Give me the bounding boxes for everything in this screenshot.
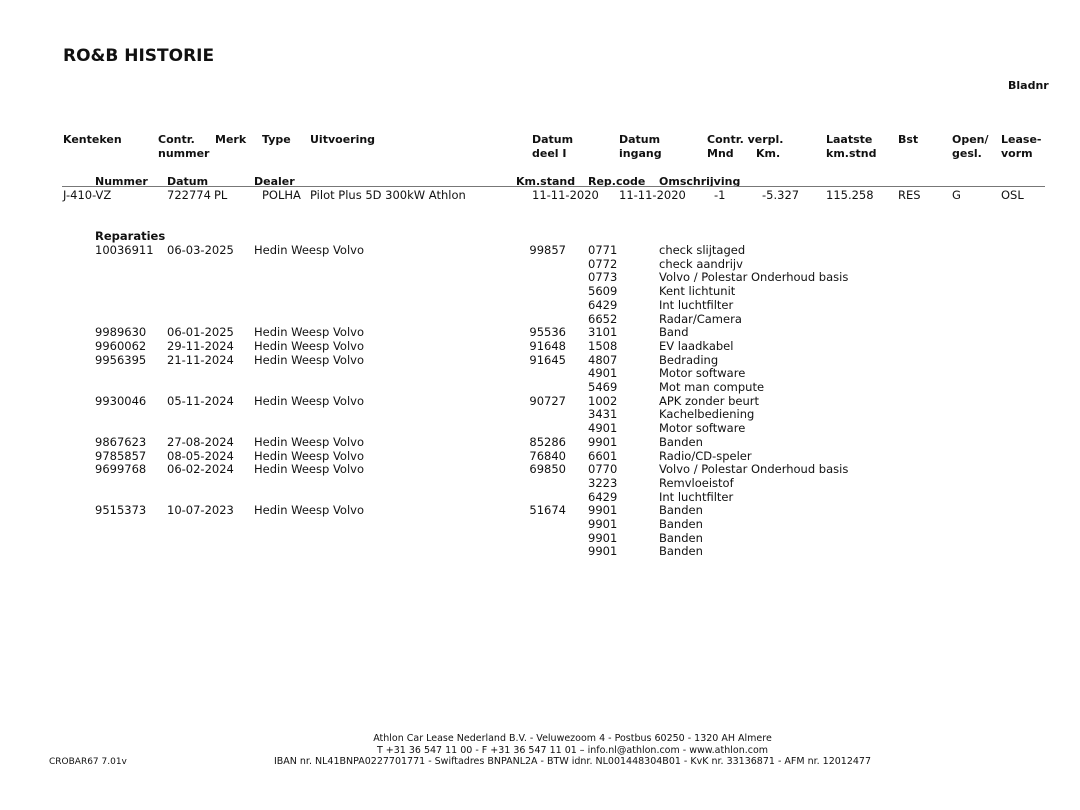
header-mnd: Mnd: [707, 147, 734, 160]
header-datum: Datum: [167, 175, 209, 188]
vehicle-laatste-km: 115.258: [826, 188, 874, 202]
header-repcode: Rep.code: [588, 175, 646, 188]
vehicle-contract: 722774: [167, 188, 211, 202]
footer-contact: T +31 36 547 11 00 - F +31 36 547 11 01 – info.nl@athlon.com - www.athlon.com: [376, 745, 769, 756]
repair-datum: 06-03-2025: [167, 243, 234, 257]
header-contract: Contr.: [158, 133, 195, 146]
repair-code: 5609: [588, 284, 618, 298]
header-contr-verpl: Contr. verpl.: [707, 133, 784, 146]
header-nummer: Nummer: [95, 175, 148, 188]
repair-description: Bedrading: [659, 353, 719, 367]
repair-code: 3431: [588, 407, 618, 421]
vehicle-open-gesl: G: [952, 188, 961, 202]
repair-code: 6601: [588, 449, 618, 463]
repair-description: Banden: [659, 544, 703, 558]
repair-code: 6652: [588, 312, 618, 326]
repair-code: 9901: [588, 517, 618, 531]
repair-kmstand: 95536: [529, 325, 566, 339]
vehicle-type: POLHA: [262, 188, 301, 202]
header-contract-sub: nummer: [158, 147, 210, 160]
header-datum-deel: Datum: [532, 133, 574, 146]
repair-description: APK zonder beurt: [659, 394, 760, 408]
repair-code: 5469: [588, 380, 618, 394]
repair-description: Banden: [659, 503, 703, 517]
repair-description: Int luchtfilter: [659, 490, 734, 504]
repair-code: 9901: [588, 544, 618, 558]
repair-description: Banden: [659, 517, 703, 531]
repair-nummer: 9699768: [95, 462, 147, 476]
repair-description: Banden: [659, 531, 703, 545]
vehicle-kenteken: J-410-VZ: [63, 188, 112, 202]
repair-datum: 10-07-2023: [167, 503, 234, 517]
vehicle-merk: PL: [214, 188, 228, 202]
repair-description: EV laadkabel: [659, 339, 734, 353]
repair-nummer: 9989630: [95, 325, 147, 339]
header-datum-ingang-sub: ingang: [619, 147, 662, 160]
repair-code: 0770: [588, 462, 618, 476]
repair-dealer: Hedin Weesp Volvo: [254, 394, 365, 408]
repair-description: Mot man compute: [659, 380, 765, 394]
page-title: RO&B HISTORIE: [63, 46, 215, 66]
vehicle-mnd: -1: [714, 188, 726, 202]
footer-registration: IBAN nr. NL41BNPA0227701771 - Swiftadres BNPANL2A - BTW idnr. NL001448304B01 - KvK nr. 33136871 - AFM nr. 12012477: [273, 756, 872, 767]
header-km: Km.: [756, 147, 781, 160]
vehicle-lease-vorm: OSL: [1001, 188, 1024, 202]
repair-code: 0773: [588, 270, 618, 284]
repair-description: Int luchtfilter: [659, 298, 734, 312]
repair-description: Banden: [659, 435, 703, 449]
repair-datum: 06-01-2025: [167, 325, 234, 339]
repair-datum: 08-05-2024: [167, 449, 234, 463]
repair-code: 0771: [588, 243, 618, 257]
form-code: CROBAR67 7.01v: [49, 757, 127, 767]
repair-datum: 27-08-2024: [167, 435, 234, 449]
repair-kmstand: 99857: [529, 243, 566, 257]
header-omschrijving: Omschrijving: [659, 175, 741, 188]
repair-kmstand: 69850: [529, 462, 566, 476]
header-divider: [62, 186, 1045, 187]
repair-description: Motor software: [659, 366, 746, 380]
repair-dealer: Hedin Weesp Volvo: [254, 243, 365, 257]
repair-nummer: 9956395: [95, 353, 147, 367]
repair-nummer: 9960062: [95, 339, 147, 353]
repair-datum: 21-11-2024: [167, 353, 234, 367]
repair-dealer: Hedin Weesp Volvo: [254, 353, 365, 367]
header-open: Open/: [952, 133, 989, 146]
repair-datum: 06-02-2024: [167, 462, 234, 476]
header-datum-deel-sub: deel I: [532, 147, 567, 160]
repair-code: 0772: [588, 257, 618, 271]
header-type: Type: [262, 133, 291, 146]
repair-kmstand: 51674: [529, 503, 566, 517]
repair-code: 4901: [588, 366, 618, 380]
repair-code: 6429: [588, 490, 618, 504]
repair-dealer: Hedin Weesp Volvo: [254, 325, 365, 339]
repair-code: 4901: [588, 421, 618, 435]
repair-kmstand: 85286: [529, 435, 566, 449]
repair-description: check aandrijv: [659, 257, 743, 271]
repair-code: 3223: [588, 476, 618, 490]
repair-datum: 05-11-2024: [167, 394, 234, 408]
repair-description: Radio/CD-speler: [659, 449, 752, 463]
repair-datum: 29-11-2024: [167, 339, 234, 353]
vehicle-datum-deel: 11-11-2020: [532, 188, 599, 202]
repair-description: check slijtaged: [659, 243, 746, 257]
repair-code: 1002: [588, 394, 618, 408]
vehicle-uitvoering: Pilot Plus 5D 300kW Athlon: [310, 188, 466, 202]
page-number-label: Bladnr: [1008, 79, 1049, 92]
header-open-sub: gesl.: [952, 147, 982, 160]
repair-description: Kent lichtunit: [659, 284, 736, 298]
repair-description: Radar/Camera: [659, 312, 742, 326]
repair-kmstand: 91645: [529, 353, 566, 367]
repair-description: Remvloeistof: [659, 476, 734, 490]
header-lease: Lease-: [1001, 133, 1042, 146]
header-merk: Merk: [215, 133, 247, 146]
repair-code: 9901: [588, 531, 618, 545]
repair-description: Band: [659, 325, 689, 339]
repair-code: 3101: [588, 325, 618, 339]
header-kmstand: Km.stand: [516, 175, 576, 188]
repair-nummer: 9930046: [95, 394, 147, 408]
repair-dealer: Hedin Weesp Volvo: [254, 462, 365, 476]
header-kenteken: Kenteken: [63, 133, 122, 146]
vehicle-km: -5.327: [762, 188, 800, 202]
vehicle-bst: RES: [898, 188, 921, 202]
repair-dealer: Hedin Weesp Volvo: [254, 449, 365, 463]
vehicle-datum-ingang: 11-11-2020: [619, 188, 686, 202]
repair-nummer: 9785857: [95, 449, 147, 463]
header-uitvoering: Uitvoering: [310, 133, 376, 146]
repair-code: 6429: [588, 298, 618, 312]
footer-address: Athlon Car Lease Nederland B.V. - Veluwezoom 4 - Postbus 60250 - 1320 AH Almere: [373, 733, 772, 744]
repair-description: Volvo / Polestar Onderhoud basis: [659, 462, 849, 476]
repair-kmstand: 91648: [529, 339, 566, 353]
repair-dealer: Hedin Weesp Volvo: [254, 503, 365, 517]
header-bst: Bst: [898, 133, 919, 146]
repair-dealer: Hedin Weesp Volvo: [254, 435, 365, 449]
header-laatste-sub: km.stnd: [826, 147, 877, 160]
repair-code: 4807: [588, 353, 618, 367]
header-datum-ingang: Datum: [619, 133, 661, 146]
repair-code: 1508: [588, 339, 618, 353]
repair-code: 9901: [588, 435, 618, 449]
repair-description: Volvo / Polestar Onderhoud basis: [659, 270, 849, 284]
repair-nummer: 9867623: [95, 435, 147, 449]
repair-nummer: 10036911: [95, 243, 154, 257]
repair-nummer: 9515373: [95, 503, 147, 517]
header-dealer: Dealer: [254, 175, 295, 188]
repair-description: Kachelbediening: [659, 407, 755, 421]
header-laatste: Laatste: [826, 133, 873, 146]
repair-description: Motor software: [659, 421, 746, 435]
repair-code: 9901: [588, 503, 618, 517]
repair-dealer: Hedin Weesp Volvo: [254, 339, 365, 353]
repair-kmstand: 76840: [529, 449, 566, 463]
repair-kmstand: 90727: [529, 394, 566, 408]
header-lease-sub: vorm: [1001, 147, 1033, 160]
reparaties-heading: Reparaties: [95, 229, 166, 243]
